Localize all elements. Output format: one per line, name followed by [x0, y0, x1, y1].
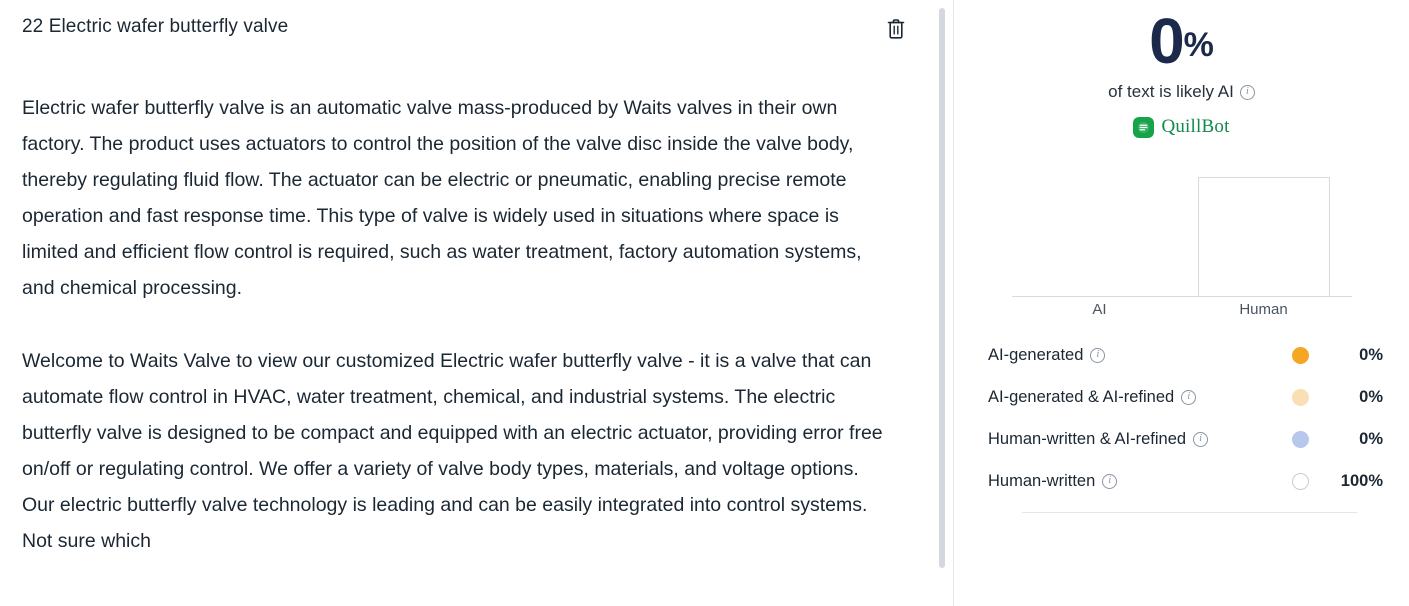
legend-divider: [1022, 512, 1357, 513]
trash-icon[interactable]: [883, 16, 909, 42]
ai-score: [1149, 6, 1214, 76]
brand-name: QuillBot: [1161, 116, 1230, 137]
legend-color-dot: [1292, 347, 1309, 364]
ai-human-bar-chart: [1012, 162, 1352, 318]
legend-color-dot: [1292, 431, 1309, 448]
score-caption: [954, 82, 1409, 102]
paragraph-2: Welcome to Waits Valve to view our customized Electric wafer butterfly valve - it is a valve that can automate flow control in HVAC, water treatment, chemical, and industrial systems. The electric butterfly valve is designed to be compact and equipped with an electric actuator, providing error free on/off or regulating control. We offer a variety of valve body types, materials, and voltage options. Our electric butterfly valve technology is leading and can be easily integrated into control systems. Not sure which: [22, 350, 883, 552]
legend-text: AI-generated: [988, 345, 1084, 364]
chart-label-ai: AI: [1092, 301, 1107, 318]
breakdown-legend: [954, 334, 1409, 513]
brand: [954, 116, 1409, 138]
score-caption-text: of text is likely AI: [1108, 82, 1234, 101]
legend-text: AI-generated & AI-refined: [988, 387, 1175, 406]
legend-value: 0%: [1359, 429, 1383, 448]
ai-detection-results-panel: [954, 0, 1409, 606]
legend-value: 0%: [1359, 387, 1383, 406]
legend-row-ai-generated: [988, 334, 1383, 376]
chart-tick-labels: [1012, 301, 1352, 318]
info-icon[interactable]: i: [1102, 474, 1117, 489]
chart-axis: [1012, 296, 1352, 297]
page-title: 22 Electric wafer butterfly valve: [22, 16, 289, 37]
bar-column-human: [1198, 162, 1330, 297]
legend-label: [988, 472, 1292, 491]
legend-label: [988, 346, 1292, 365]
quillbot-logo-icon: [1133, 117, 1154, 138]
legend-color-dot: [1292, 389, 1309, 406]
ai-score-unit: %: [1183, 26, 1214, 64]
legend-text: Human-written: [988, 471, 1096, 490]
ai-score-value: 0: [1149, 5, 1184, 77]
legend-value: 0%: [1359, 345, 1383, 364]
document-body[interactable]: [0, 90, 953, 559]
info-icon[interactable]: i: [1193, 432, 1208, 447]
info-icon[interactable]: i: [1090, 348, 1105, 363]
document-header: [0, 0, 953, 42]
legend-value: 100%: [1340, 471, 1383, 490]
paragraph-1: Electric wafer butterfly valve is an automatic valve mass-produced by Waits valves in their own factory. The product uses actuators to control the position of the valve disc inside the valve body, thereby regulating fluid flow. The actuator can be electric or pneumatic, enabling precise remote operation and fast response time. This type of valve is widely used in situations where space is limited and efficient flow control is required, such as water treatment, factory automation systems, and chemical processing.: [22, 97, 862, 299]
legend-row-ai-generated-ai-refined: [988, 376, 1383, 418]
score-block: [954, 6, 1409, 102]
legend-row-human-written-ai-refined: [988, 418, 1383, 460]
legend-label: [988, 388, 1292, 407]
chart-label-human: Human: [1239, 301, 1288, 318]
bar-human: [1198, 177, 1330, 297]
legend-label: [988, 430, 1292, 449]
editor-scrollbar[interactable]: [939, 0, 945, 606]
info-icon[interactable]: i: [1181, 390, 1196, 405]
legend-text: Human-written & AI-refined: [988, 429, 1187, 448]
editor-scrollbar-thumb[interactable]: [939, 8, 945, 568]
legend-color-dot: [1292, 473, 1309, 490]
bar-column-ai: [1034, 162, 1166, 297]
info-icon[interactable]: i: [1240, 85, 1255, 100]
legend-row-human-written: [988, 460, 1383, 502]
chart-plot: [1012, 162, 1352, 297]
